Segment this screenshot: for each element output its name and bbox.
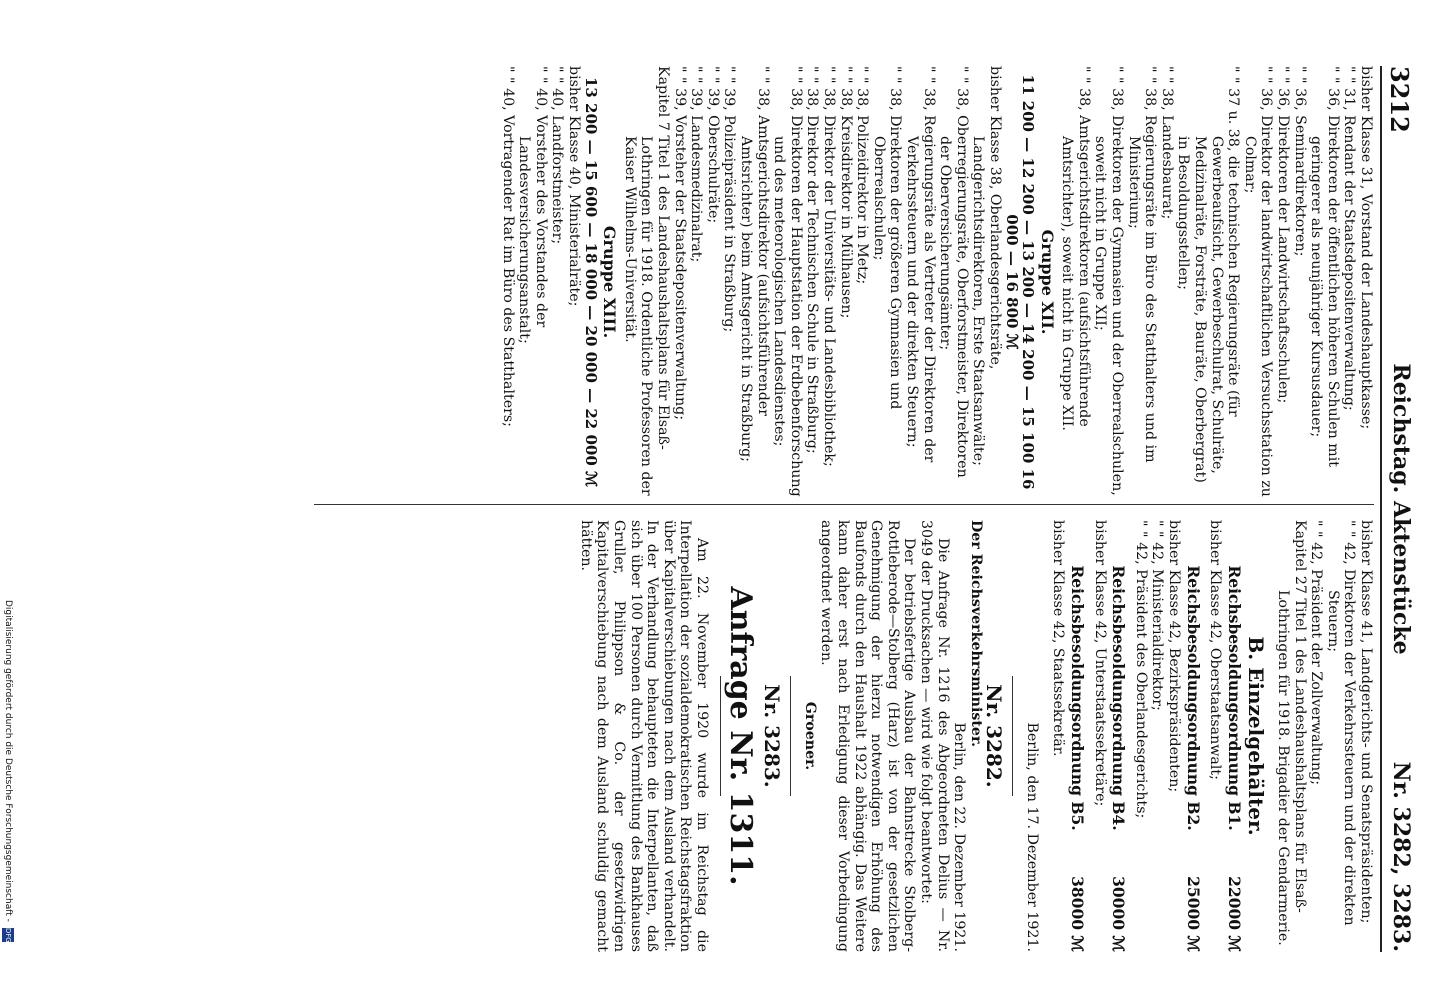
list-item: " " 38, Direktor der Technischen Schule in Straßburg; [804,66,821,454]
list-item: " " 38, Direktoren der Hauptstation der Erdbebenforschung und des meteorologischen Landesdienstes; [771,66,804,497]
b4-title: Reichsbesoldungsordnung B4. [1109,565,1129,831]
left-list-top [1059,66,1374,498]
list-item: " " 38, Kreisdirektor in Mülhausen; [837,66,854,319]
footer-text: Digitalisierung gefördert durch die Deutsche Forschungsgemeinschaft - [3,600,13,922]
list-item: " " 37 u. 38, die technischen Regierungsräte (für Gewerbeaufsicht, Gewerbeschulrat, Schulräte, Medizinalräte, Forsträte, Bauräte, Oberbergrat) in Besoldungsstellen; [1175,66,1242,483]
list-item: " " 39, Vorsteher der Staatsdepositenverwaltung; [671,66,688,421]
list-item: " " 42, Präsident des Oberlandesgerichts; [1132,520,1149,819]
date-line-1: Berlin, den 17. Dezember 1921. [1023,722,1040,952]
nr-3282-heading: Nr. 3282. [982,684,1007,788]
b5-title: Reichsbesoldungsordnung B5. [1068,565,1088,831]
b4-heading [1110,520,1127,952]
paragraph-3: Am 22. November 1920 wurde im Reichstag die Interpellation der sozialdemokratischen Reichstagsfraktion über Kapitalverschiebungen nach dem Ausland verhandelt. In der Verhandlung behaupteten die Interpellanten, daß sich über 100 Personen durch Vermittlung des Bankhauses Gruller, Philippson & Co. der gesetzwidrigen Kapitalverschiebung nach dem Ausland schuldig gemacht hätten. [577,520,710,952]
divider [790,676,791,796]
list-item: bisher Klasse 42, Oberstaatsanwalt; [1207,520,1224,780]
list-item: " " 36, Direktoren der Landwirtschaftsschulen; [1275,66,1292,404]
b2-amount: 25000 ℳ [1183,876,1203,952]
list-item: bisher Klasse 40, Ministerialräte; [566,66,583,307]
list-item: " " 40, Landforstmeister; [549,66,566,245]
page-footer [0,600,16,1000]
list-item: bisher Klasse 41, Landgerichts- und Senatspräsidenten; [1358,520,1374,924]
b2-title: Reichsbesoldungsordnung B2. [1183,565,1203,831]
list-item: " " 38, Amtsgerichtsdirektor (aufsichtsführender Amtsrichter) beim Amtsgericht in Straßburg; [738,66,771,462]
list-item: " " 38, Regierungsräte im Büro des Statthalters und im Ministerium; [1125,66,1159,463]
list-item: " " 39, Polizeipräsident in Straßburg; [721,66,738,333]
list-item: " " 42, Ministerialdirektor; [1149,520,1166,711]
list-item: " " 36, Direktor der landwirtschaftlichen Versuchsstation zu Colmar; [1241,66,1275,497]
group-xiii-heading: Gruppe XIII. [600,225,620,339]
b1-heading [1225,520,1242,952]
list-item: " " 38, Landesbaurat; [1158,66,1175,220]
list-item: " " 40, Vorsteher des Vorstandes der Landesversicherungsanstalt; [516,66,549,344]
list-item: " " 36, Direktoren der öffentlichen höheren Schulen mit geringerer als neunjähriger Kursusdauer; [1308,66,1341,467]
list-item: bisher Klasse 42, Bezirkspräsidenten; [1166,520,1183,793]
page-title: Reichstag. Aktenstücke [1388,363,1414,655]
list-item: bisher Klasse 31, Vorstand der Landeshauptkasse; [1358,66,1374,430]
list-item: " " 38, Direktor der Universitäts- und Landesbibliothek; [821,66,837,467]
list-item: " " 39, Oberschulräte; [704,66,721,224]
anfrage-heading: Anfrage Nr. 1311. [722,586,758,886]
group-xii-heading: Gruppe XII. [1037,229,1057,335]
page-header [1380,66,1416,952]
list-item: " " 36, Seminardirektoren; [1291,66,1308,257]
b2-heading [1184,520,1201,952]
left-column [314,66,1374,505]
paragraph-2: Der betriebsfertige Ausbau der Bahnstrecke Stolberg-Rottleberode—Stolberg (Harz) ist von der gesetzlichen Genehmigung der hierzu notwendigen Erhöhung des Baufonds durch den Haushalt 1922 abhängig. Das Weitere kann daher erst nach Erledigung dieser Vorbedingung angeordnet werden. [818,520,918,952]
list-item: " " 38, Direktoren der größeren Gymnasien und Oberrealschulen; [870,66,904,410]
document-numbers: Nr. 3282, 3283. [1388,761,1414,952]
dfg-logo-icon: DFG [4,927,13,943]
divider [720,676,721,796]
b1-amount: 22000 ℳ [1224,876,1244,952]
list-item: " " 38, Oberregierungsräte, Oberforstmeister, Direktoren der Oberversicherungsämter; [937,66,970,478]
list-item: bisher Klasse 42, Staatssekretär. [1050,520,1067,757]
b2-list [1132,520,1182,952]
list-item: " " 38, Regierungsräte als Vertreter der Direktoren der Verkehrssteuern und der direkten Steuern; [903,66,937,463]
list-item: " " 42, Präsident der Zollverwaltung; [1308,520,1325,785]
b5-list [1050,520,1067,952]
list-item: " " 39, Landesmedizinalrat; [688,66,705,263]
list-item: " " 42, Direktoren der Verkehrssteuern und der direkten Steuern; [1324,520,1358,926]
b1-title: Reichsbesoldungsordnung B1. [1224,565,1244,831]
list-item: bisher Klasse 42, Unterstaatssekretäre; [1091,520,1108,807]
b5-heading [1069,520,1086,952]
left-list-bottom [499,66,582,498]
b1-list [1207,520,1224,952]
right-list-top [1274,520,1374,952]
group-xiii-salary-range: 13 200 — 15 600 — 18 000 — 20 000 — 22 000 ℳ [581,76,600,488]
list-item: Kapitel 27 Titel 1 des Landeshaushaltsplans für Elsaß-Lothringen für 1918. Brigadier der Gendarmerie. [1275,520,1308,946]
list-item: " " 40, Vortragender Rat im Büro des Statthalters; [499,66,516,427]
paragraph-1: Die Anfrage Nr. 1216 des Abgeordneten Delius — Nr. 3049 der Drucksachen — wird wie folgt beantwortet: [917,520,951,952]
page-number: 3212 [1385,66,1414,133]
minister-heading: Der Reichsverkehrsminister. [967,520,984,748]
divider [1012,676,1013,796]
b5-amount: 38000 ℳ [1068,876,1088,952]
signature: Groener. [801,701,818,771]
b4-amount: 30000 ℳ [1109,876,1129,952]
list-item: " " 38, Direktoren der Gymnasien und der Oberrealschulen, soweit nicht in Gruppe XII; [1092,66,1126,496]
list-item: " " 31, Rendant der Staatsdepositenverwaltung; [1341,66,1358,411]
group-xii-salary-range: 11 200 — 12 200 — 13 200 — 14 200 — 15 100 16 000 — 16 800 ℳ [1002,74,1038,490]
list-item: Kapitel 7 Titel 1 des Landeshaushaltsplans für Elsaß-Lothringen für 1918. Ordentliche Professoren der Kaiser Wilhelms-Universität. [621,66,672,496]
b4-list [1091,520,1108,952]
list-item: " " 38, Amtsgerichtsdirektoren (aufsichtsführende Amtsrichter), soweit nicht in Gruppe XII. [1059,66,1092,431]
list-item: " " 38, Polizeidirektor in Metz; [854,66,871,285]
list-item: bisher Klasse 38, Oberlandesgerichtsräte, Landgerichtsdirektoren, Erste Staatsanwälte; [970,66,1003,466]
left-list-middle [621,66,1003,498]
nr-3283-heading: Nr. 3283. [760,684,785,788]
right-column [577,520,1374,952]
section-b-heading: B. Einzelgehälter. [1244,636,1269,836]
date-line-2: Berlin, den 22. Dezember 1921. [951,722,968,952]
